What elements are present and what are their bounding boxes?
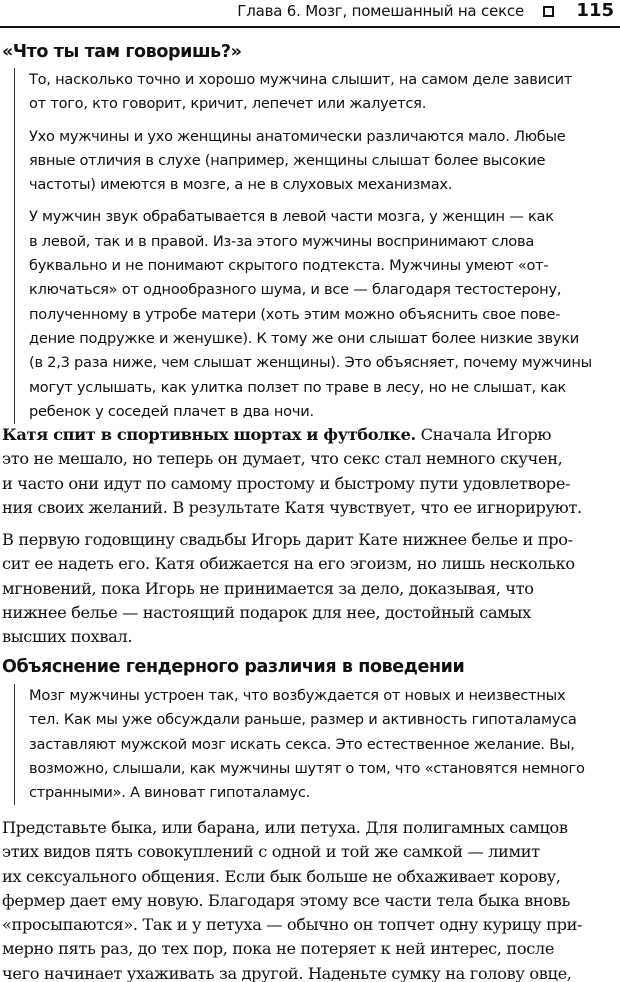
body-paragraph (2, 528, 618, 649)
body-text-katya (2, 423, 618, 658)
text-line: мгновений, пока Игорь не принимается за дело, доказывая, что (2, 578, 534, 598)
sidebar-paragraph (29, 125, 604, 198)
sidebar-hearing (14, 68, 604, 424)
text-line: могут услышать, как улитка ползет по траве в лесу, но не слышат, как (29, 378, 567, 396)
sidebar-paragraph (29, 684, 604, 805)
text-line: этих видов пять совокуплений с одной и той же самкой — лимит (2, 842, 540, 862)
text-line: фермер дает ему новую. Благодаря этому все части тела быка вновь (2, 890, 570, 910)
text-line: сит ее надеть его. Катя обижается на его эгоизм, но лишь несколько (2, 554, 575, 574)
body-paragraph (2, 423, 618, 520)
text-line: У мужчин звук обрабатывается в левой части мозга, у женщин — как (29, 208, 554, 226)
text-line: чего начинает ухаживать за другой. Наденьте сумку на голову овце, (2, 963, 572, 982)
text-line: дение подружке и женушке). К тому же они слышат более низкие звуки (29, 329, 580, 347)
sidebar-gender-difference (14, 684, 604, 805)
text-line: заставляют мужской мозг искать секса. Это естественное желание. Вы, (29, 735, 575, 753)
text-line: их сексуального общения. Если бык больше не обхаживает корову, (2, 866, 561, 886)
text-line: полученному в утробе матери (хоть этим можно объяснить свое пове- (29, 305, 561, 323)
text-line: «просыпаются». Так и у петуха — обычно он топчет одну курицу при- (2, 915, 583, 935)
section-heading-gender-difference: Объяснение гендерного различия в поведении (2, 657, 465, 677)
page-number: 115 (576, 0, 614, 21)
text-line: Ухо мужчины и ухо женщины анатомически различаются мало. Любые (29, 127, 566, 145)
text-line: нижнее белье — настоящий подарок для нее, достойный самых (2, 603, 531, 623)
sidebar-paragraph (29, 205, 604, 424)
text-line: Представьте быка, или барана, или петуха. Для полигамных самцов (2, 818, 568, 837)
text-line: ребенок у соседей плачет в два ночи. (29, 402, 314, 420)
text-line: Мозг мужчины устроен так, что возбуждается от новых и неизвестных (29, 687, 566, 704)
text-line: от того, кто говорит, кричит, лепечет или жалуется. (29, 95, 427, 113)
sidebar-paragraph (29, 68, 604, 117)
body-text-animals (2, 816, 618, 982)
text-line: ния своих желаний. В результате Катя чувствует, что ее игнорируют. (2, 497, 582, 517)
text-line: это не мешало, но теперь он думает, что секс стал немного скучен, (2, 449, 563, 469)
text-line: буквально и не понимают скрытого подтекста. Мужчины умеют «от- (29, 257, 549, 275)
lead-in: Катя спит в спортивных шортах и футболке. (2, 425, 416, 444)
text-line: высших похвал. (2, 627, 133, 647)
text-line: явные отличия в слухе (например, женщины слышат более высокие (29, 151, 546, 169)
text-line: тел. Как мы уже обсуждали раньше, размер и активность гипоталамуса (29, 711, 577, 729)
lead-continuation: Сначала Игорю (420, 425, 552, 444)
text-line: возможно, слышали, как мужчины шутят о том, что «становятся немного (29, 759, 585, 777)
running-head (0, 0, 620, 27)
text-line: в левой, так и в правой. Из-за этого мужчины воспринимают слова (29, 232, 535, 250)
header-rule (0, 26, 620, 28)
text-line: мерно пять раз, до тех пор, пока не потеряет к ней интерес, после (2, 939, 555, 959)
text-line: В первую годовщину свадьбы Игорь дарит Кате нижнее белье и про- (2, 530, 573, 550)
text-line (2, 423, 618, 447)
section-heading-hearing: «Что ты там говоришь?» (2, 42, 242, 62)
text-line: странными». А виноват гипоталамус. (29, 784, 311, 802)
text-line: ключаться» от однообразного шума, и все — благодаря тестостерону, (29, 281, 562, 299)
text-line: частоты) имеются в мозге, а не в слуховых механизмах. (29, 176, 453, 194)
body-paragraph (2, 816, 618, 982)
text-line: и часто они идут по самому простому и быстрому пути удовлетворе- (2, 473, 571, 493)
square-bullet-icon (543, 6, 554, 17)
running-title: Глава 6. Мозг, помешанный на сексе (237, 2, 524, 20)
text-line: То, насколько точно и хорошо мужчина слышит, на самом деле зависит (29, 71, 573, 88)
text-line: (в 2,3 раза ниже, чем слышат женщины). Это объясняет, почему мужчины (29, 354, 592, 372)
